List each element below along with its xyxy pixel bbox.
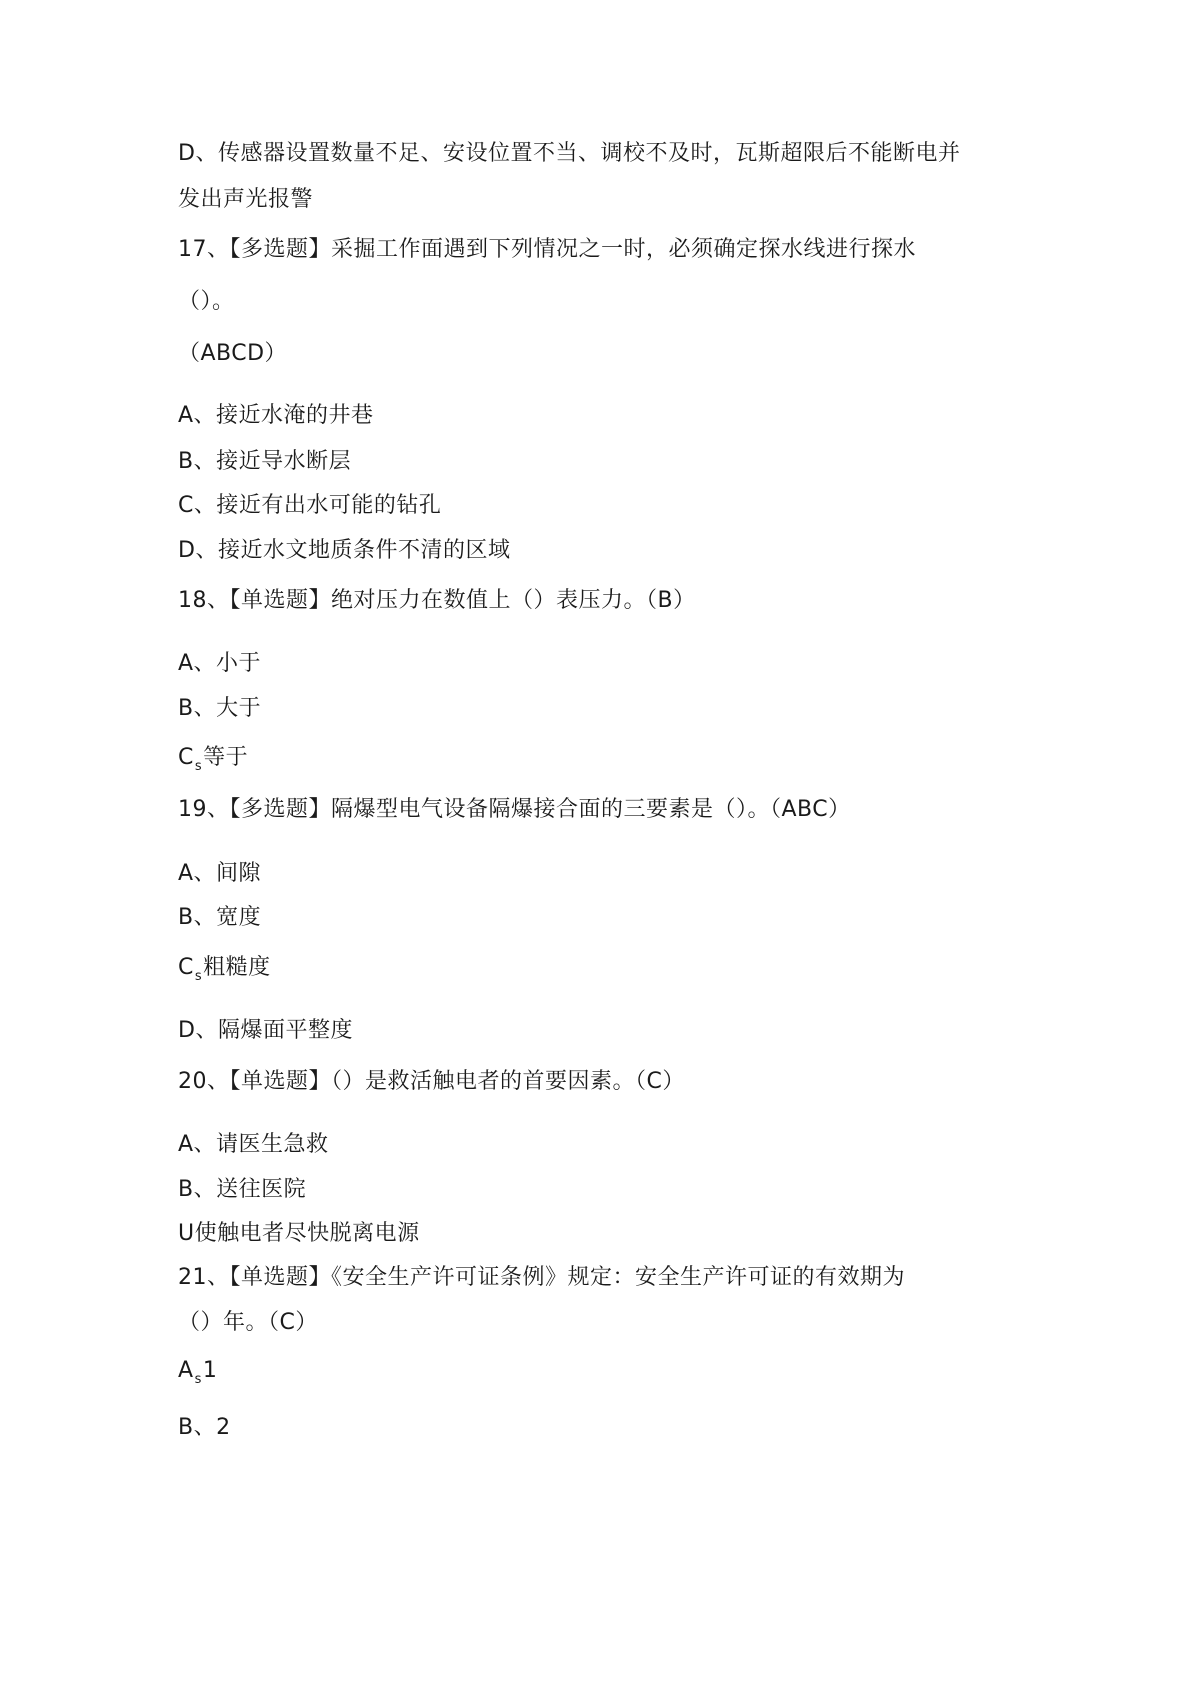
question-21-option-a xyxy=(178,1357,217,1394)
question-17-option-b: B、接近导水断层 xyxy=(178,449,352,474)
question-17-answer: （ABCD） xyxy=(178,341,288,366)
option-subscript: s xyxy=(194,759,203,774)
option-letter: C xyxy=(178,955,194,980)
question-18: 18、【单选题】绝对压力在数值上（）表压力。（B） xyxy=(178,588,696,613)
question-17-option-a: A、接近水淹的井巷 xyxy=(178,403,374,428)
option-d-text-continued: 发出声光报警 xyxy=(178,187,314,212)
question-19-option-c xyxy=(178,954,271,991)
question-20-option-a: A、请医生急救 xyxy=(178,1132,329,1157)
question-19-option-b: B、宽度 xyxy=(178,905,262,930)
option-d-text: D、传感器设置数量不足、安设位置不当、调校不及时，瓦斯超限后不能断电并 xyxy=(178,141,961,166)
question-20: 20、【单选题】（）是救活触电者的首要因素。（C） xyxy=(178,1069,685,1094)
option-text: 1 xyxy=(202,1358,218,1383)
question-20-option-b: B、送往医院 xyxy=(178,1177,307,1202)
question-17-option-c: C、接近有出水可能的钻孔 xyxy=(178,493,442,518)
question-17-continued: （）。 xyxy=(178,289,235,314)
question-18-option-b: B、大于 xyxy=(178,696,262,721)
question-19-option-a: A、间隙 xyxy=(178,861,262,886)
option-subscript: s xyxy=(194,1372,202,1387)
question-20-option-c: U使触电者尽快脱离电源 xyxy=(178,1221,420,1246)
question-21: 21、【单选题】《安全生产许可证条例》规定：安全生产许可证的有效期为 xyxy=(178,1265,905,1290)
option-text: 粗糙度 xyxy=(203,955,271,980)
option-letter: A xyxy=(178,1358,194,1383)
option-text: 等于 xyxy=(203,745,249,770)
option-subscript: s xyxy=(194,969,203,984)
option-letter: C xyxy=(178,745,194,770)
question-17-option-d: D、接近水文地质条件不清的区域 xyxy=(178,538,511,563)
question-19-option-d: D、隔爆面平整度 xyxy=(178,1018,353,1043)
question-19: 19、【多选题】隔爆型电气设备隔爆接合面的三要素是（）。（ABC） xyxy=(178,797,851,822)
question-21-option-b: B、2 xyxy=(178,1415,231,1440)
question-18-option-a: A、小于 xyxy=(178,651,262,676)
question-18-option-c xyxy=(178,744,248,781)
question-17: 17、【多选题】采掘工作面遇到下列情况之一时，必须确定探水线进行探水 xyxy=(178,237,916,262)
question-21-continued: （）年。（C） xyxy=(178,1310,318,1335)
